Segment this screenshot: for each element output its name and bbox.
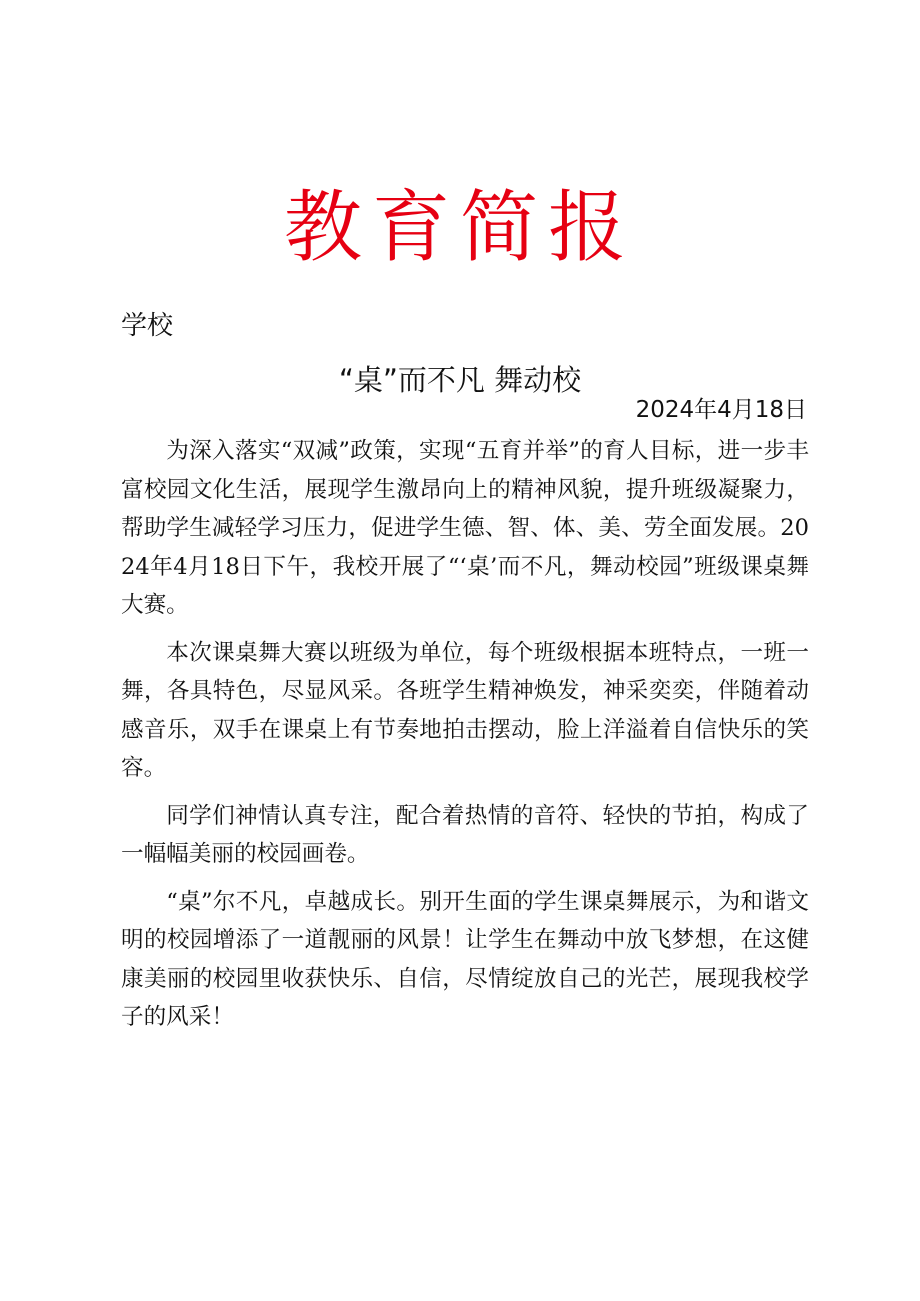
article-paragraph-1: 为深入落实“双减”政策，实现“五育并举”的育人目标，进一步丰富校园文化生活，展现学生激昂向上的精神风貌，提升班级凝聚力，帮助学生减轻学习压力，促进学生德、智、体、美、劳全面发展。2024年4月18日下午，我校开展了“‘桌’而不凡，舞动校园”班级课桌舞大赛。 bbox=[121, 438, 809, 618]
article-paragraph-2: 本次课桌舞大赛以班级为单位，每个班级根据本班特点，一班一舞，各具特色，尽显风采。各班学生精神焕发，神采奕奕，伴随着动感音乐，双手在课桌上有节奏地拍击摆动，脸上洋溢着自信快乐的笑容。 bbox=[121, 639, 809, 781]
article-date: 2024年4月18日 bbox=[635, 397, 807, 423]
article-headline: “桌”而不凡 舞动校 bbox=[338, 363, 582, 397]
article-paragraph-3: 同学们神情认真专注，配合着热情的音符、轻快的节拍，构成了一幅幅美丽的校园画卷。 bbox=[121, 802, 809, 867]
school-label: 学校 bbox=[121, 311, 174, 341]
article-body bbox=[121, 432, 809, 1046]
article-paragraph-4: “桌”尔不凡，卓越成长。别开生面的学生课桌舞展示，为和谐文明的校园增添了一道靓丽的风景！让学生在舞动中放飞梦想，在这健康美丽的校园里收获快乐、自信，尽情绽放自己的光芒，展现我校学子的风采！ bbox=[121, 888, 809, 1030]
masthead-title: 教育简报 bbox=[283, 183, 636, 273]
